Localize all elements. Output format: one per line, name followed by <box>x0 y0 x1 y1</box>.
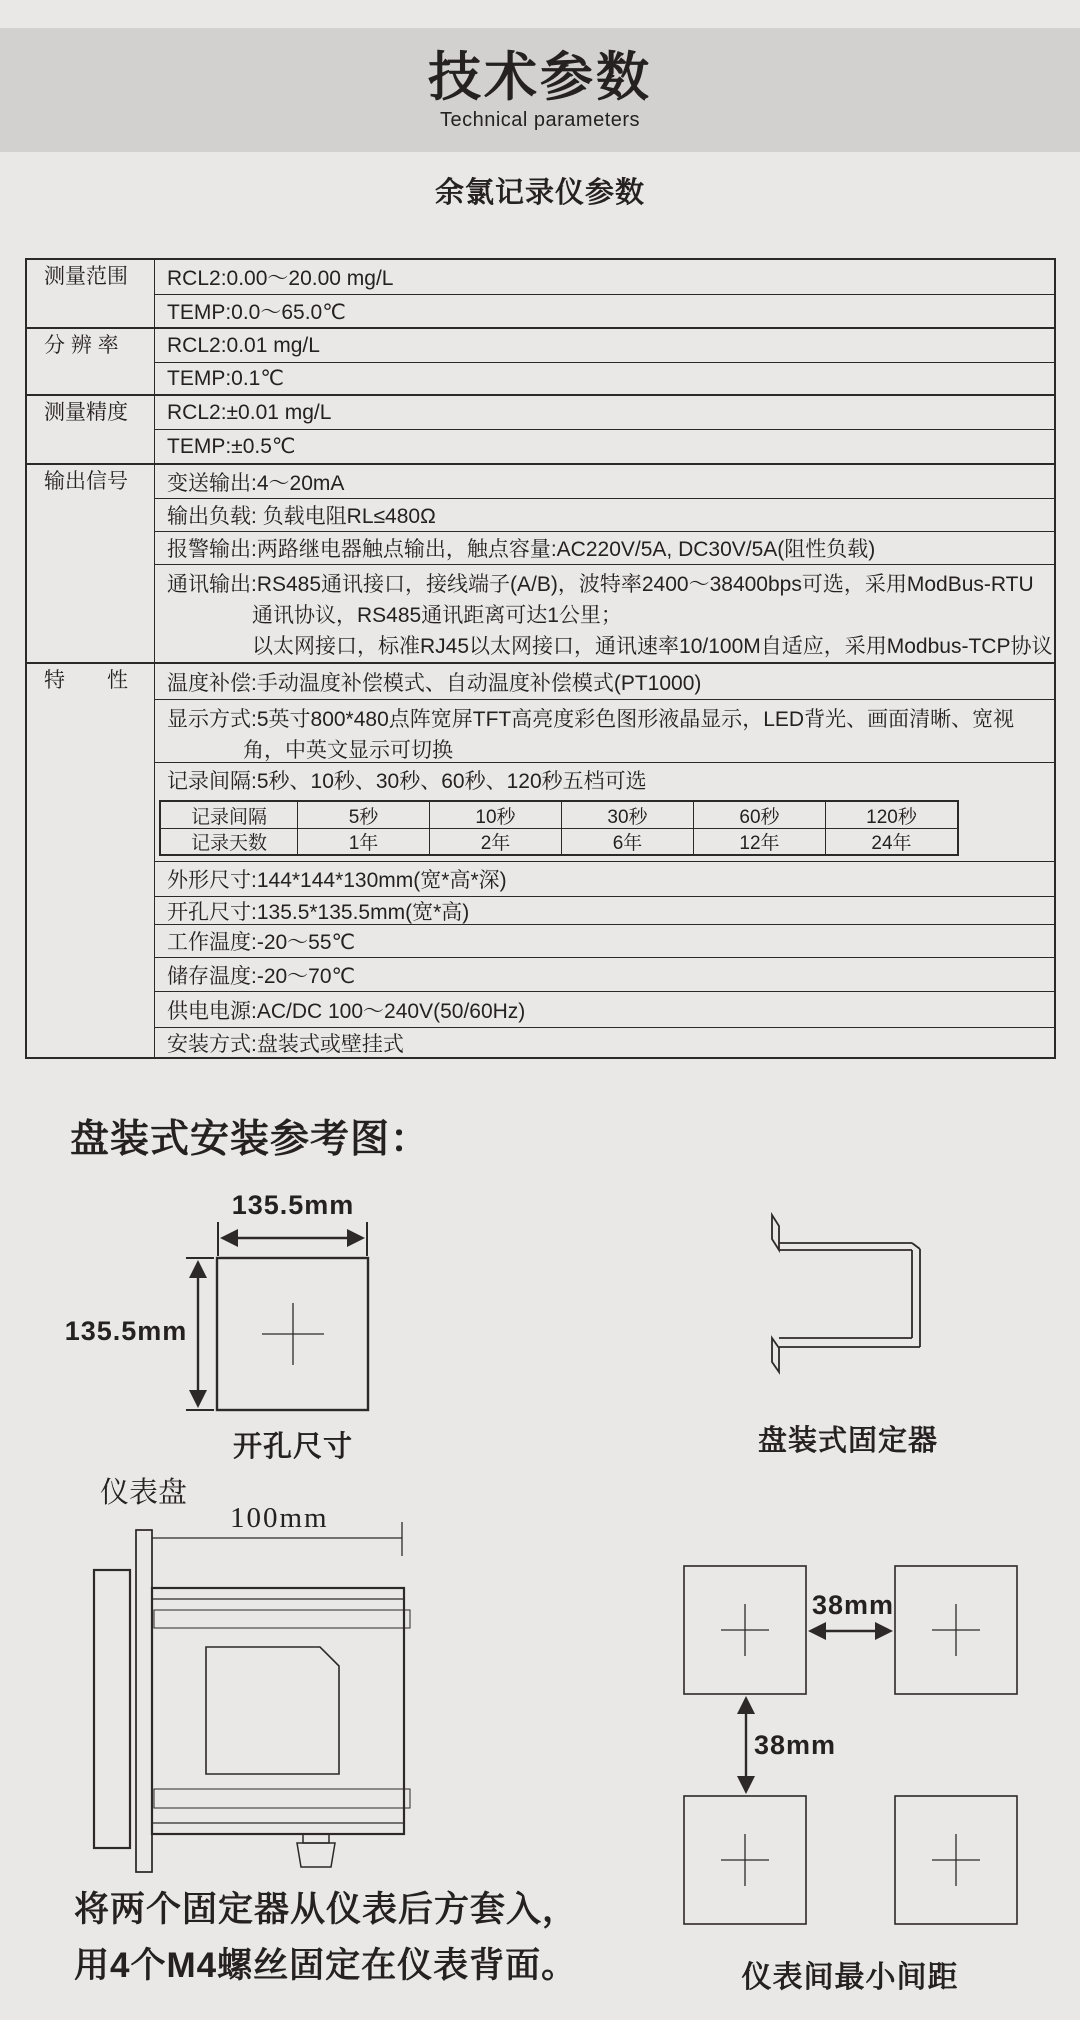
installation-heading: 盘装式安装参考图： <box>70 1118 431 1161</box>
comm-line-3: 以太网接口，标准RJ45以太网接口，通讯速率10/100M自适应，采用Modbus-TCP协议 <box>252 635 1053 658</box>
mounting-note-line-2: 用4个M4螺丝固定在仪表背面。 <box>74 1946 578 1985</box>
header-band <box>0 28 1080 152</box>
record-table-cell: 记录天数 <box>190 833 267 854</box>
comm-line-1: 通讯输出:RS485通讯接口，接线端子(A/B)，波特率2400～38400bps可选，采用ModBus-RTU <box>167 573 1034 596</box>
section-title: 余氯记录仪参数 <box>434 177 645 209</box>
spec-cell-record-interval <box>155 762 1054 861</box>
spec-cell-comm-output <box>155 564 1054 662</box>
record-table-cell: 30秒 <box>561 802 693 828</box>
spec-group-features <box>27 662 1054 1057</box>
spec-cell-alarm-output: 报警输出:两路继电器触点输出，触点容量:AC220V/5A, DC30V/5A(阻性负载) <box>155 531 1054 564</box>
spec-cell-acc-rcl2: RCL2:±0.01 mg/L <box>167 400 332 424</box>
h-gap-label: 38mm <box>812 1590 895 1620</box>
spec-table <box>25 258 1056 1059</box>
record-table-cell: 1年 <box>297 829 429 854</box>
record-table-cell: 5秒 <box>297 802 429 828</box>
cutout-width-label: 135.5mm <box>231 1190 355 1220</box>
spec-cell-storage-temp: 储存温度:-20～70℃ <box>155 957 1054 991</box>
cutout-height-label: 135.5mm <box>64 1316 188 1346</box>
record-interval-table <box>159 800 959 856</box>
spacing-caption: 仪表间最小间距 <box>741 1961 959 1994</box>
spec-label-output-signal: 输出信号 <box>44 470 128 493</box>
spec-cell-range-temp: TEMP:0.0～65.0℃ <box>155 294 1054 327</box>
cutout-caption: 开孔尺寸 <box>232 1431 353 1463</box>
spec-group-output-signal <box>27 463 1054 662</box>
bracket-diagram <box>772 1215 920 1372</box>
spec-cell-power-supply: 供电电源:AC/DC 100～240V(50/60Hz) <box>155 991 1054 1027</box>
spec-label-resolution: 分 辨 率 <box>44 334 119 357</box>
spec-cell-range-rcl2: RCL2:0.00～20.00 mg/L <box>167 267 394 290</box>
record-table-row-days <box>161 828 957 854</box>
record-table-cell: 10秒 <box>429 802 561 828</box>
depth-dimension-label: 100mm <box>230 1502 329 1534</box>
comm-line-2: 通讯协议，RS485通讯距离可达1公里； <box>252 604 622 627</box>
side-view-diagram <box>94 1522 410 1872</box>
bracket-caption: 盘装式固定器 <box>757 1425 938 1457</box>
record-table-cell: 2年 <box>429 829 561 854</box>
spec-label-features: 特 性 <box>44 669 128 692</box>
spec-cell-output-load: 输出负载: 负载电阻RL≤480Ω <box>155 498 1054 531</box>
spec-cell-display-mode <box>155 699 1054 762</box>
record-table-cell: 记录间隔 <box>190 806 267 828</box>
record-table-cell: 6年 <box>561 829 693 854</box>
v-gap-label: 38mm <box>754 1730 837 1760</box>
spec-cell-res-temp: TEMP:0.1℃ <box>155 362 1054 394</box>
spec-group-measure-range <box>27 260 1054 327</box>
display-line-1: 显示方式:5英寸800*480点阵宽屏TFT高亮度彩色图形液晶显示，LED背光、画面清晰、宽视 <box>167 708 1015 731</box>
installation-diagrams <box>0 1050 1080 2020</box>
record-interval-text: 记录间隔:5秒、10秒、30秒、60秒、120秒五档可选 <box>167 770 647 793</box>
record-table-row-interval <box>161 802 957 828</box>
spec-cell-temp-compensation: 温度补偿:手动温度补偿模式、自动温度补偿模式(PT1000) <box>167 671 702 695</box>
spec-cell-cutout-size: 开孔尺寸:135.5*135.5mm(宽*高) <box>155 896 1054 924</box>
spec-cell-work-temp: 工作温度:-20～55℃ <box>155 924 1054 957</box>
mounting-note-line-1: 将两个固定器从仪表后方套入， <box>74 1890 579 1929</box>
record-table-cell: 12年 <box>693 829 825 854</box>
spec-cell-acc-temp: TEMP:±0.5℃ <box>155 429 1054 463</box>
panel-label: 仪表盘 <box>100 1477 188 1509</box>
spec-cell-transmit-output: 变送输出:4～20mA <box>167 471 345 495</box>
spec-group-resolution <box>27 327 1054 394</box>
spec-cell-outer-size: 外形尺寸:144*144*130mm(宽*高*深) <box>155 861 1054 896</box>
display-line-2: 角，中英文显示可切换 <box>243 739 453 762</box>
spec-cell-res-rcl2: RCL2:0.01 mg/L <box>167 333 320 357</box>
cutout-diagram <box>186 1222 368 1410</box>
page-title: 技术参数 <box>428 47 652 107</box>
record-table-cell: 120秒 <box>825 802 957 828</box>
record-table-cell: 24年 <box>825 829 957 854</box>
spec-label-accuracy: 测量精度 <box>44 401 128 424</box>
page-subtitle: Technical parameters <box>439 108 641 131</box>
spec-group-accuracy <box>27 394 1054 463</box>
spec-label-measure-range: 测量范围 <box>44 265 128 288</box>
spec-cell-mounting: 安装方式:盘装式或壁挂式 <box>155 1027 1054 1057</box>
record-table-cell: 60秒 <box>693 802 825 828</box>
